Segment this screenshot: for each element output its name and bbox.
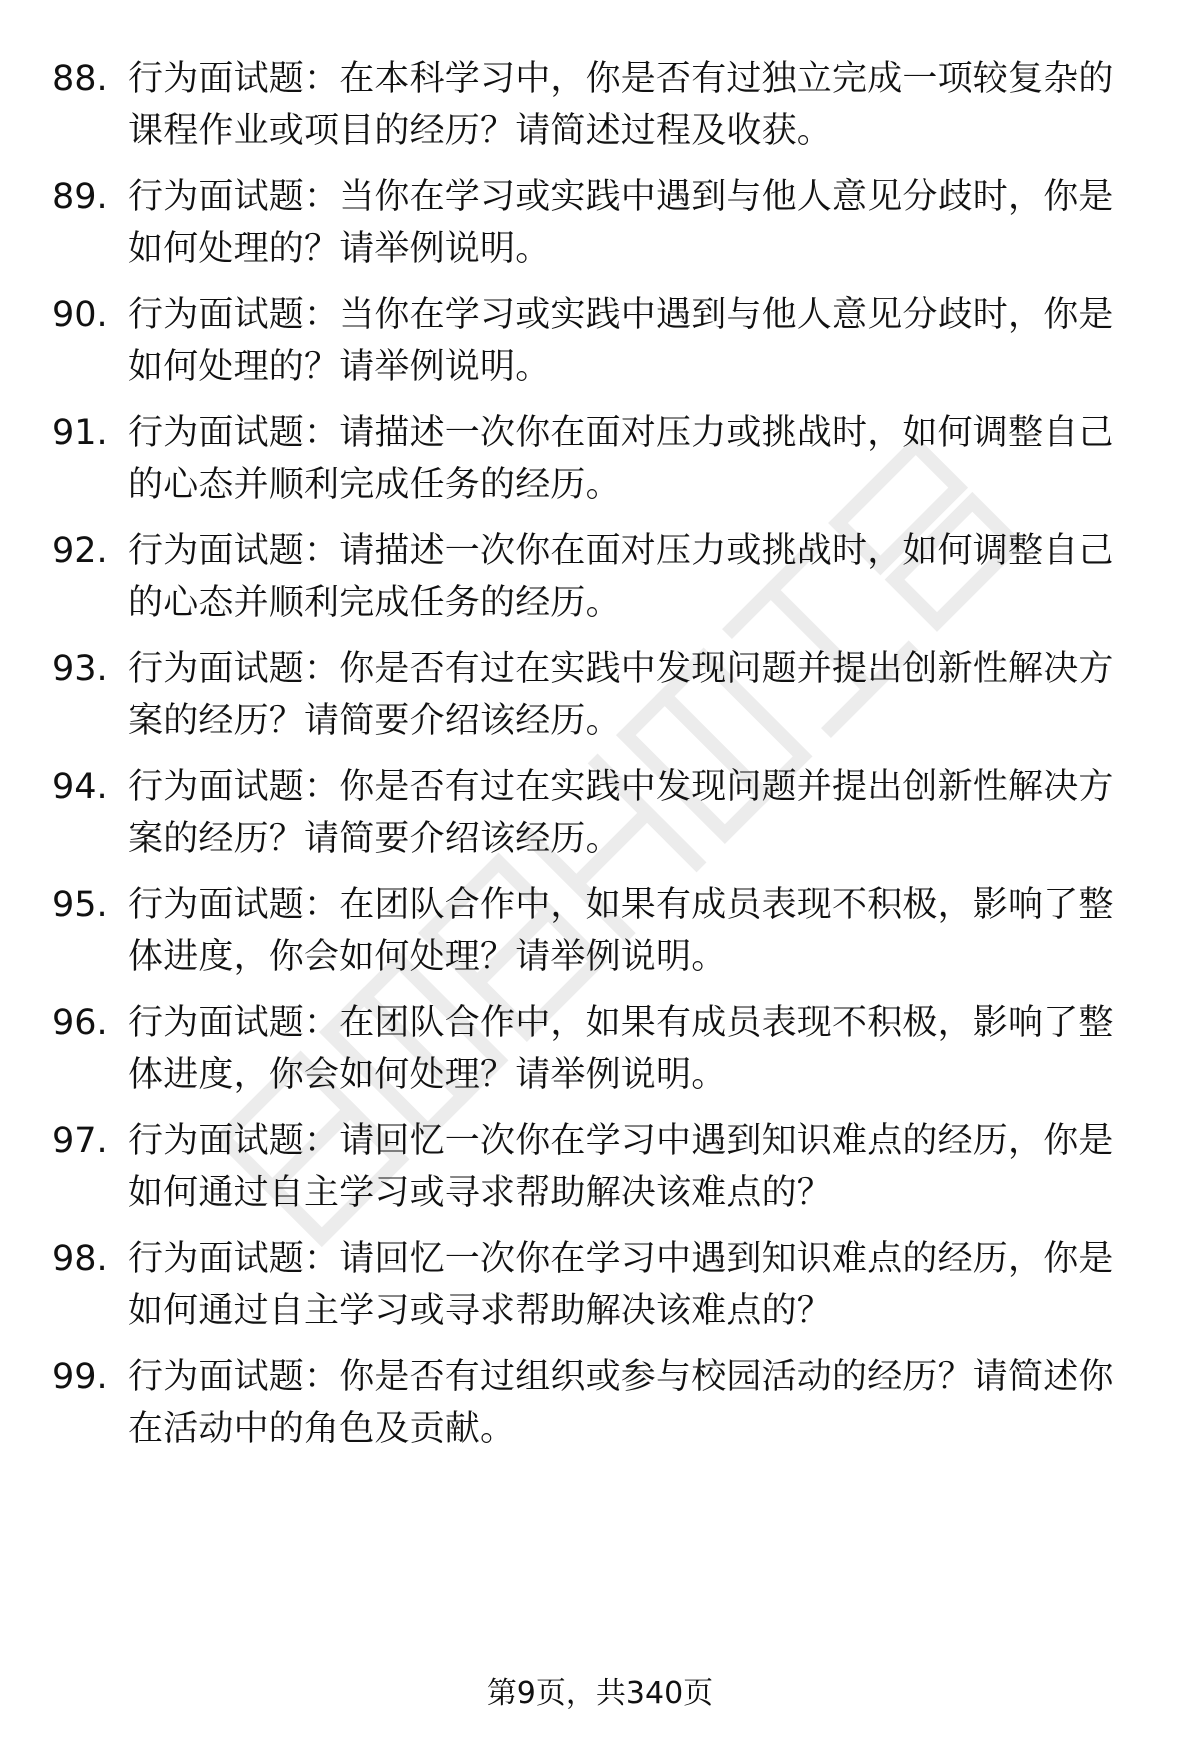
question-line: 行为面试题：你是否有过在实践中发现问题并提出创新性解决方 bbox=[128, 649, 1114, 689]
question-text bbox=[128, 879, 1148, 983]
question-line: 案的经历？请简要介绍该经历。 bbox=[128, 701, 621, 741]
question-number: 91. bbox=[52, 413, 108, 453]
question-number: 95. bbox=[52, 885, 108, 925]
question-line: 的心态并顺利完成任务的经历。 bbox=[128, 583, 621, 623]
question-line: 在活动中的角色及贡献。 bbox=[128, 1409, 516, 1449]
question-text bbox=[128, 643, 1148, 747]
question-line: 行为面试题：你是否有过组织或参与校园活动的经历？请简述你 bbox=[128, 1357, 1114, 1397]
question-number: 97. bbox=[52, 1121, 108, 1161]
question-line: 案的经历？请简要介绍该经历。 bbox=[128, 819, 621, 859]
question-text bbox=[128, 1233, 1148, 1337]
question-line: 体进度，你会如何处理？请举例说明。 bbox=[128, 1055, 727, 1095]
question-line: 行为面试题：在团队合作中，如果有成员表现不积极，影响了整 bbox=[128, 885, 1114, 925]
question-line: 课程作业或项目的经历？请简述过程及收获。 bbox=[128, 111, 833, 151]
question-text bbox=[128, 525, 1148, 629]
question-line: 行为面试题：在本科学习中，你是否有过独立完成一项较复杂的 bbox=[128, 59, 1114, 99]
question-number: 90. bbox=[52, 295, 108, 335]
question-line: 体进度，你会如何处理？请举例说明。 bbox=[128, 937, 727, 977]
question-text bbox=[128, 53, 1148, 157]
question-number: 89. bbox=[52, 177, 108, 217]
question-text bbox=[128, 1351, 1148, 1455]
question-line: 行为面试题：当你在学习或实践中遇到与他人意见分歧时，你是 bbox=[128, 177, 1114, 217]
question-line: 如何处理的？请举例说明。 bbox=[128, 347, 551, 387]
question-number: 93. bbox=[52, 649, 108, 689]
question-line: 如何通过自主学习或寻求帮助解决该难点的？ bbox=[128, 1173, 833, 1213]
question-line: 行为面试题：你是否有过在实践中发现问题并提出创新性解决方 bbox=[128, 767, 1114, 807]
question-text bbox=[128, 407, 1148, 511]
question-line: 行为面试题：请回忆一次你在学习中遇到知识难点的经历，你是 bbox=[128, 1121, 1114, 1161]
question-line: 如何处理的？请举例说明。 bbox=[128, 229, 551, 269]
question-line: 行为面试题：请回忆一次你在学习中遇到知识难点的经历，你是 bbox=[128, 1239, 1114, 1279]
question-text bbox=[128, 761, 1148, 865]
question-line: 行为面试题：在团队合作中，如果有成员表现不积极，影响了整 bbox=[128, 1003, 1114, 1043]
question-text bbox=[128, 171, 1148, 275]
question-text bbox=[128, 1115, 1148, 1219]
question-line: 如何通过自主学习或寻求帮助解决该难点的？ bbox=[128, 1291, 833, 1331]
question-number: 98. bbox=[52, 1239, 108, 1279]
question-line: 行为面试题：请描述一次你在面对压力或挑战时，如何调整自己 bbox=[128, 413, 1114, 453]
question-line: 行为面试题：请描述一次你在面对压力或挑战时，如何调整自己 bbox=[128, 531, 1114, 571]
question-text bbox=[128, 997, 1148, 1101]
page-footer: 第9页，共340页 bbox=[486, 1676, 714, 1711]
question-line: 行为面试题：当你在学习或实践中遇到与他人意见分歧时，你是 bbox=[128, 295, 1114, 335]
question-text bbox=[128, 289, 1148, 393]
question-number: 92. bbox=[52, 531, 108, 571]
question-number: 99. bbox=[52, 1357, 108, 1397]
question-number: 94. bbox=[52, 767, 108, 807]
question-number: 88. bbox=[52, 59, 108, 99]
question-number: 96. bbox=[52, 1003, 108, 1043]
question-line: 的心态并顺利完成任务的经历。 bbox=[128, 465, 621, 505]
